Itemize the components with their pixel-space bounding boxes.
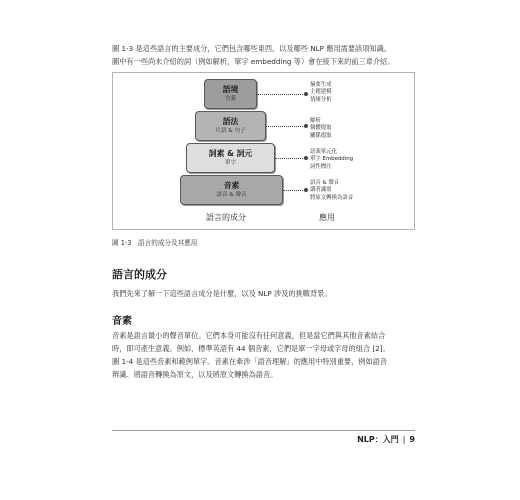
application-item: 解析 (310, 118, 321, 124)
paragraph-line: 辨識、將語音轉換為原文，以及將原文轉換為語音。 (112, 370, 278, 379)
applications-list (310, 118, 410, 140)
leader-line (257, 94, 305, 95)
layer-subtitle: 單字 (224, 160, 237, 166)
layer-title: 詞素 & 詞元 (208, 149, 253, 158)
application-item: 關係提取 (310, 132, 332, 139)
layer-subtitle: 語音 & 聲音 (216, 192, 247, 198)
figure-right-label: 應用 (319, 213, 335, 222)
application-item: 語音 & 聲音 (310, 180, 340, 186)
figure-caption: 圖 1-3 語言的成分及其應用 (112, 239, 198, 247)
application-item: 將原文轉換為語音 (310, 194, 354, 201)
connector-dot (304, 92, 308, 96)
intro-paragraph (112, 42, 414, 68)
application-item: 詞性標注 (310, 163, 332, 170)
layer-title: 音素 (223, 181, 240, 190)
leader-line (266, 126, 305, 127)
layer-syntax (195, 111, 266, 141)
layer-context (204, 79, 257, 109)
language-components-figure (112, 72, 415, 230)
application-item: 摘要生成 (310, 82, 332, 88)
layer-title: 語法 (222, 117, 239, 126)
subsection-heading: 音素 (112, 316, 132, 327)
leader-line (283, 190, 305, 191)
layer-subtitle: 片語 & 句子 (215, 128, 246, 134)
paragraph-line: 時，即可產生意義。例如，標準英語有 44 個音素，它們是單一字母或字母的組合 [2]。 (112, 344, 390, 353)
footer-rule (112, 430, 415, 431)
subsection-paragraph (112, 329, 414, 381)
applications-list (310, 180, 410, 202)
application-item: 語義單元化 (310, 149, 337, 155)
application-item: 主題建模 (310, 89, 332, 96)
figure-left-label: 語言的成分 (206, 213, 246, 222)
layer-phonemes (180, 175, 283, 205)
layer-subtitle: 含義 (224, 96, 237, 102)
intro-line: 圖 1-3 是這些語言的主要成分，它們包含哪些東西，以及哪些 NLP 應用需要該項知識。 (112, 44, 391, 53)
connector-dot (304, 188, 308, 192)
connector-dot (304, 156, 308, 160)
application-item: 個體提取 (310, 125, 332, 132)
page-number: 9 (409, 435, 415, 444)
application-item: 情緒分析 (310, 96, 332, 103)
application-item: 單字 Embedding (310, 156, 354, 163)
chapter-title: NLP：入門 (357, 435, 399, 444)
page-footer (357, 434, 415, 445)
leader-line (275, 158, 305, 159)
application-item: 講者識別 (310, 187, 332, 194)
layer-title: 語境 (222, 85, 239, 94)
footer-separator: | (402, 435, 406, 444)
applications-list (310, 82, 410, 104)
paragraph-line: 圖 1-4 是這些音素和範例單字。音素在牽涉「語音理解」的應用中特別重要，例如語音 (112, 357, 388, 366)
intro-line: 圖中有一些尚未介紹的詞（例如解析，單字 embedding 等）會在接下來的前三章介紹。 (112, 57, 395, 66)
paragraph-line: 音素是語言最小的聲音單位。它們本身可能沒有任何意義，但是當它們與其他音素結合 (112, 331, 386, 340)
layer-morphemes (186, 143, 275, 173)
section-heading: 語言的成分 (112, 268, 167, 281)
connector-dot (304, 124, 308, 128)
section-paragraph: 我們先來了解一下這些語言成分是什麼，以及 NLP 涉及的挑戰背景。 (112, 289, 332, 298)
applications-list (310, 149, 410, 171)
